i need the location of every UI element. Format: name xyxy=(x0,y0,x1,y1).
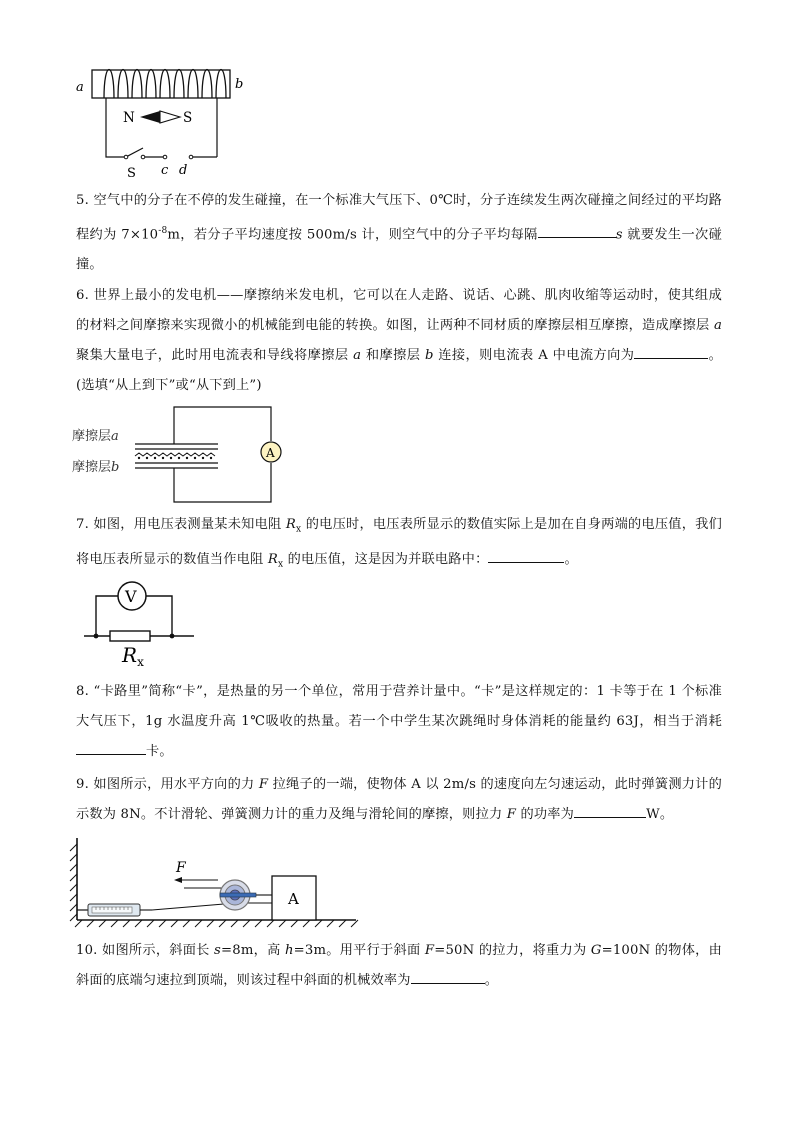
resistor-label: R xyxy=(122,643,138,667)
q10-text-5: =100N 的物体，由斜面的底端匀速拉到顶端，则该过程中斜面的机械效率为 xyxy=(76,943,722,988)
q5-answer-blank[interactable] xyxy=(538,223,616,238)
q10-var-s: s xyxy=(214,943,222,958)
resistor-sub: x xyxy=(137,655,144,669)
q5-number: 5. xyxy=(76,193,89,208)
q6-var-b: b xyxy=(424,348,434,363)
q7-var-r1: R xyxy=(285,517,297,532)
svg-text:Rx xyxy=(121,643,144,669)
question-9 xyxy=(76,770,722,830)
needle-label-n: N xyxy=(123,110,135,126)
q7-var-r2-sub: x xyxy=(277,559,284,570)
q7-text-3: 的电压值，这是因为并联电路中： xyxy=(283,551,489,567)
q5-unit: s xyxy=(615,227,623,243)
q6-var-a: a xyxy=(713,318,722,333)
q10-text-4: =50N 的拉力，将重力为 xyxy=(434,943,591,958)
q9-text-3: 的功率为 xyxy=(516,807,575,822)
coil-label-b: b xyxy=(235,77,244,92)
question-6 xyxy=(76,281,722,401)
coil-label-a: a xyxy=(76,80,84,95)
q6-text-4: 连接，则电流表 A 中电流方向为 xyxy=(433,348,635,363)
q8-text-2: 卡。 xyxy=(146,744,173,759)
q9-var-f2: F xyxy=(506,807,517,822)
q10-var-g: G xyxy=(590,943,602,958)
q5-exponent: -8 xyxy=(158,226,168,236)
q6-text-2: 聚集大量电子，此时用电流表和导线将摩擦层 xyxy=(76,348,354,363)
coil-figure xyxy=(70,60,260,185)
q6-number: 6. xyxy=(76,288,89,303)
q7-text-1: 如图，用电压表测量某未知电阻 xyxy=(93,517,286,532)
force-label: F xyxy=(176,860,186,876)
q10-var-h: h xyxy=(284,943,294,958)
q7-var-r2: R xyxy=(267,551,278,567)
q7-number: 7. xyxy=(76,517,89,532)
layer-b-var: b xyxy=(111,460,120,475)
q6-text-3: 和摩擦层 xyxy=(361,348,425,363)
block-label: A xyxy=(288,890,299,908)
q8-answer-blank[interactable] xyxy=(76,740,146,755)
layer-b-label: 摩擦层 xyxy=(72,460,112,475)
q6-text-1: 世界上最小的发电机——摩擦纳米发电机，它可以在人走路、说话、心跳、肌肉收缩等运动时，使其组成的材料之间摩擦来实现微小的机械能到电能的转换。如图，让两种不同材质的摩擦层相互摩擦，造成摩擦层 xyxy=(76,288,722,333)
q8-number: 8. xyxy=(76,684,89,699)
q7-answer-blank[interactable] xyxy=(488,548,564,563)
q10-var-f: F xyxy=(424,943,435,958)
question-5 xyxy=(76,186,722,280)
q9-var-f: F xyxy=(258,777,269,792)
q10-text-1: 如图所示，斜面长 xyxy=(102,943,215,958)
q9-number: 9. xyxy=(76,777,89,792)
svg-text:摩擦层b xyxy=(72,459,119,475)
q9-answer-blank[interactable] xyxy=(574,803,646,818)
layer-a-var: a xyxy=(111,429,119,444)
q10-answer-blank[interactable] xyxy=(411,969,485,984)
svg-text:摩擦层a xyxy=(72,428,119,444)
q6-answer-blank[interactable] xyxy=(634,344,708,359)
question-7 xyxy=(76,510,722,579)
needle-label-s: S xyxy=(183,110,193,126)
terminal-label-d: d xyxy=(179,163,188,178)
q5-text-1: 空气中的分子在不停的发生碰撞，在一个标准大气压下、0℃时，分子连续发生两次碰撞之间经过的平均路程约为 7×10 xyxy=(76,193,722,243)
q10-number: 10. xyxy=(76,943,98,958)
q5-text-2: m，若分子平均速度按 500m/s 计，则空气中的分子平均每隔 xyxy=(167,227,538,243)
q9-text-4: W。 xyxy=(646,807,674,822)
ammeter-label: A xyxy=(266,446,275,460)
question-8 xyxy=(76,677,722,767)
voltmeter-figure xyxy=(82,578,202,670)
q5-text-3: 就要发生一次碰撞。 xyxy=(76,227,722,273)
pulley-figure xyxy=(68,834,363,929)
q10-text-6: 。 xyxy=(484,973,499,988)
voltmeter-label: V xyxy=(125,587,137,606)
q6-text-5: 。(选填“从上到下”或“从下到上”) xyxy=(76,348,723,393)
q9-text-1: 如图所示，用水平方向的力 xyxy=(93,777,259,792)
q7-var-r1-sub: x xyxy=(296,524,302,535)
question-10 xyxy=(76,936,722,996)
q7-text-4: 。 xyxy=(564,551,578,567)
q7-text-2: 的电压时，电压表所显示的数值实际上是加在自身两端的电压值，我们将电压表所显示的数值当作电阻 xyxy=(76,517,722,567)
switch-label-s: S xyxy=(127,166,136,181)
q6-var-a2: a xyxy=(353,348,362,363)
q10-text-3: =3m。用平行于斜面 xyxy=(293,943,425,958)
friction-figure xyxy=(70,402,285,508)
q9-text-2: 拉绳子的一端，使物体 A 以 2m/s 的速度向左匀速运动，此时弹簧测力计的示数为 8N。不计滑轮、弹簧测力计的重力及绳与滑轮间的摩擦，则拉力 xyxy=(76,777,722,822)
terminal-label-c: c xyxy=(161,163,169,178)
layer-a-label: 摩擦层 xyxy=(72,429,112,444)
q8-text-1: “卡路里”简称“卡”，是热量的另一个单位，常用于营养计量中。“卡”是这样规定的：1 卡等于在 1 个标准大气压下，1g 水温度升高 1℃吸收的热量。若一个中学生某次跳绳时身体消耗的能量约 63J，相当于消耗 xyxy=(76,684,722,729)
q10-text-2: =8m，高 xyxy=(221,943,285,958)
